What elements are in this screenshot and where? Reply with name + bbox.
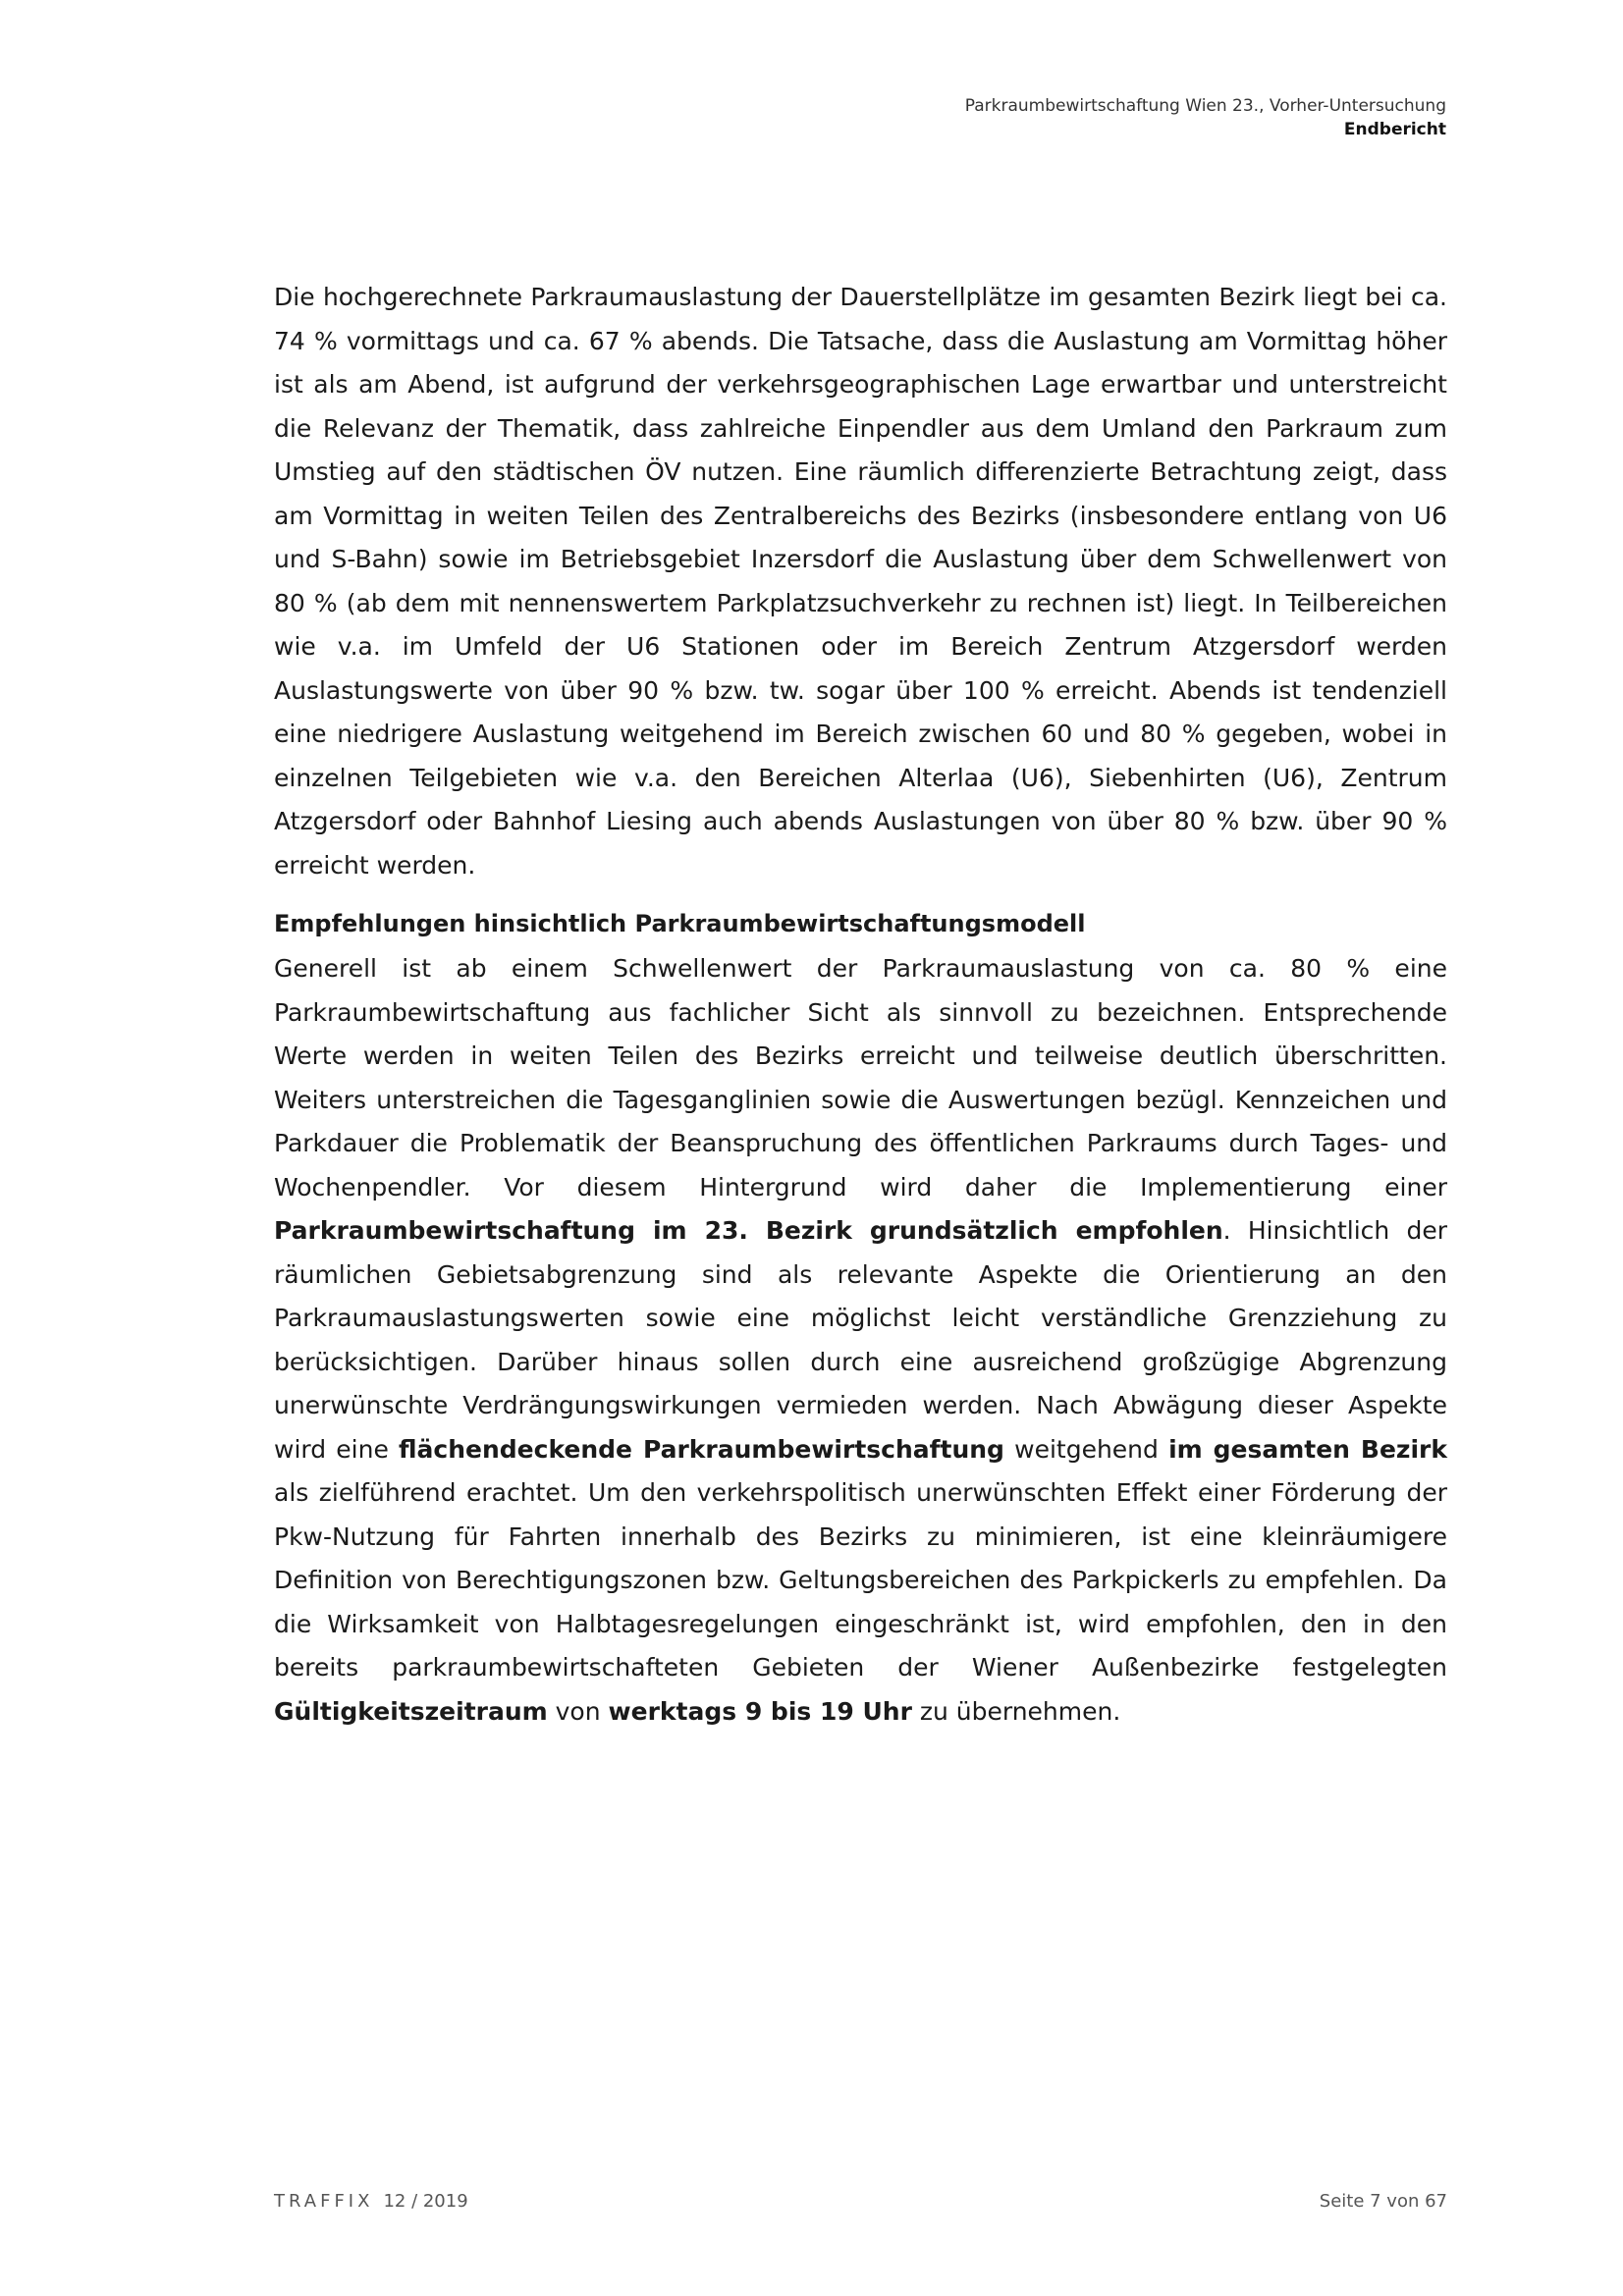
text-segment: zu übernehmen. bbox=[911, 1696, 1121, 1726]
footer-page-number: Seite 7 von 67 bbox=[1319, 2191, 1447, 2212]
body-paragraph-2 bbox=[274, 947, 1447, 1734]
bold-text: Gültigkeitszeitraum bbox=[274, 1696, 548, 1726]
bold-text: werktags 9 bis 19 Uhr bbox=[608, 1696, 912, 1726]
bold-text: Parkraumbewirtschaftung im 23. Bezirk grundsätzlich empfohlen bbox=[274, 1216, 1223, 1245]
page-footer bbox=[274, 2191, 1447, 2212]
footer-company: TRAFFIX bbox=[274, 2191, 374, 2212]
text-segment: von bbox=[547, 1696, 609, 1726]
text-segment: weitgehend bbox=[1003, 1434, 1169, 1464]
section-heading: Empfehlungen hinsichtlich Parkraumbewirtschaftungsmodell bbox=[274, 910, 1086, 937]
bold-text: im gesamten Bezirk bbox=[1168, 1434, 1448, 1464]
footer-left bbox=[274, 2191, 468, 2212]
header-subtitle: Endbericht bbox=[1343, 120, 1446, 139]
text-segment: . Hinsichtlich der räumlichen Gebietsabgrenzung sind als relevante Aspekte die Orientierung an den Parkraumauslastungswerten sowie eine möglichst leicht verständliche Grenzziehung zu berücksichtigen. Darüber hinaus sollen durch eine ausreichend großzügige Abgrenzung unerwünschte Verdrängungswirkungen vermieden werden. Nach Abwägung dieser Aspekte wird eine bbox=[274, 1216, 1447, 1464]
main-content bbox=[274, 276, 1447, 1734]
header-title: Parkraumbewirtschaftung Wien 23., Vorher-Untersuchung bbox=[964, 96, 1446, 116]
footer-date: 12 / 2019 bbox=[383, 2191, 468, 2212]
text-segment: als zielführend erachtet. Um den verkehrspolitisch unerwünschten Effekt einer Förderung der Pkw-Nutzung für Fahrten innerhalb des Bezirks zu minimieren, ist eine kleinräumigere Definition von Berechtigungszonen bzw. Geltungsbereichen des Parkpickerls zu empfehlen. Da die Wirksamkeit von Halbtagesregelungen eingeschränkt ist, wird empfohlen, den in den bereits parkraumbewirtschafteten Gebieten der Wiener Außenbezirke festgelegten bbox=[274, 1478, 1447, 1682]
text-segment: Generell ist ab einem Schwellenwert der Parkraumauslastung von ca. 80 % eine Parkraumbewirtschaftung aus fachlicher Sicht als sinnvoll zu bezeichnen. Entsprechende Werte werden in weiten Teilen des Bezirks erreicht und teilweise deutlich überschritten. Weiters unterstreichen die Tagesganglinien sowie die Auswertungen bezügl. Kennzeichen und Parkdauer die Problematik der Beanspruchung des öffentlichen Parkraums durch Tages- und Wochenpendler. Vor diesem Hintergrund wird daher die Implementierung einer bbox=[274, 954, 1447, 1201]
page-header bbox=[965, 94, 1446, 141]
body-paragraph-1: Die hochgerechnete Parkraumauslastung der Dauerstellplätze im gesamten Bezirk liegt bei ca. 74 % vormittags und ca. 67 % abends. Die Tatsache, dass die Auslastung am Vormittag höher ist als am Abend, ist aufgrund der verkehrsgeographischen Lage erwartbar und unterstreicht die Relevanz der Thematik, dass zahlreiche Einpendler aus dem Umland den Parkraum zum Umstieg auf den städtischen ÖV nutzen. Eine räumlich differenzierte Betrachtung zeigt, dass am Vormittag in weiten Teilen des Zentralbereichs des Bezirks (insbesondere entlang von U6 und S-Bahn) sowie im Betriebsgebiet Inzersdorf die Auslastung über dem Schwellenwert von 80 % (ab dem mit nennenswertem Parkplatzsuchverkehr zu rechnen ist) liegt. In Teilbereichen wie v.a. im Umfeld der U6 Stationen oder im Bereich Zentrum Atzgersdorf werden Auslastungswerte von über 90 % bzw. tw. sogar über 100 % erreicht. Abends ist tendenziell eine niedrigere Auslastung weitgehend im Bereich zwischen 60 und 80 % gegeben, wobei in einzelnen Teilgebieten wie v.a. den Bereichen Alterlaa (U6), Siebenhirten (U6), Zentrum Atzgersdorf oder Bahnhof Liesing auch abends Auslastungen von über 80 % bzw. über 90 % erreicht werden. bbox=[274, 283, 1447, 880]
bold-text: flächendeckende Parkraumbewirtschaftung bbox=[399, 1434, 1004, 1464]
